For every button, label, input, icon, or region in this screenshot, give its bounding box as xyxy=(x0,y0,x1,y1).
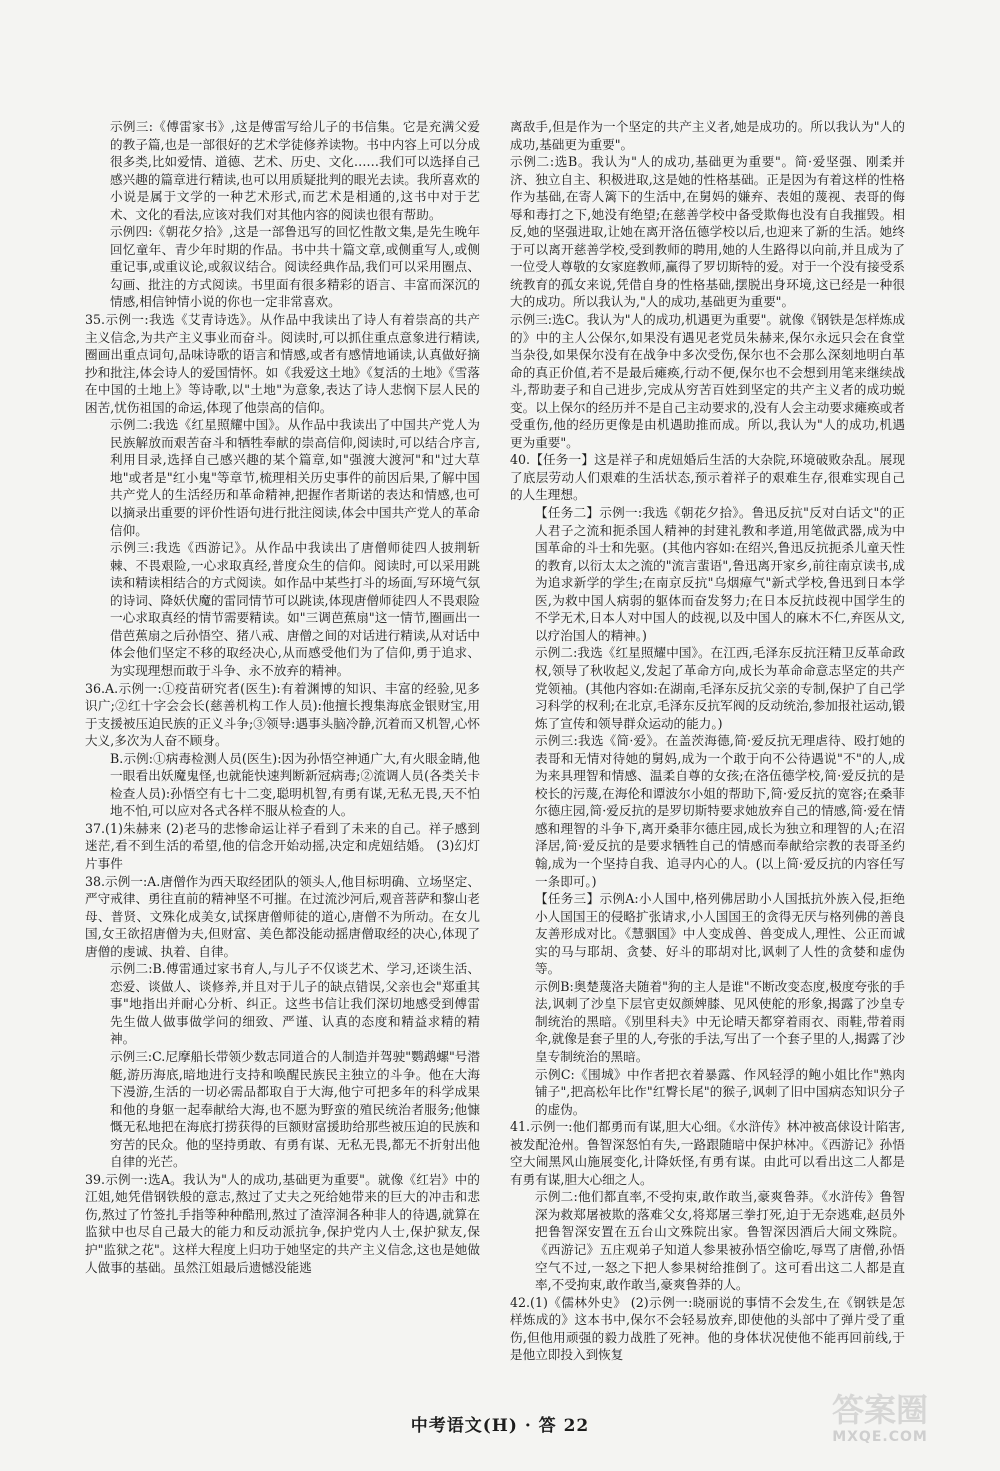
answer-35-example-1: 35.示例一:我选《艾青诗选》。从作品中我读出了诗人有着崇高的共产主义信念,为共产主义事业而奋斗。阅读时,可以抓住重点意象进行精读,圈画出重点词句,品味诗歌的语言和情感,或者有感情地诵读,认真做好摘抄和批注,体会诗人的爱国情怀。如《我爱这土地》《复活的土地》《雪落在中国的土地上》等诗歌,以"土地"为意象,表达了诗人悲悯下层人民的困苦,忧伤祖国的命运,体现了他崇高的信仰。 xyxy=(85,312,480,415)
answer-39-example-1-continued: 离敌手,但是作为一个坚定的共产主义者,她是成功的。所以我认为"人的成功,基础更为重要"。 xyxy=(510,119,905,152)
answer-39-example-3: 示例三:选C。我认为"人的成功,机遇更为重要"。就像《钢铁是怎样炼成的》中的主人公保尔,如果没有遇见老党员朱赫来,保尔永远只会在食堂当杂役,如果保尔没有在战争中多次受伤,保尔也不会那么深刻地明白革命的真正价值,若不是最后瘫痪,行动不便,保尔也不会想到用笔来继续战斗,帮助妻子和自己进步,完成从穷苦百姓到坚定的共产主义者的成功蜕变。以上保尔的经历并不是自己主动要求的,没有人会主动要求瘫痪或者受重伤,他的经历更像是由机遇助推而成。所以,我认为"人的成功,机遇更为重要"。 xyxy=(510,312,905,450)
answer-40-task-3-example-a: 【任务三】示例A:小人国中,格列佛居助小人国抵抗外族入侵,拒绝小人国国王的侵略扩张请求,小人国国王的贪得无厌与格列佛的善良友善形成对比。《慧骃国》中人变成兽、兽变成人,理性、公正而诚实的马与耶胡、贪婪、好斗的耶胡对比,讽刺了人性的贪婪和虚伪等。 xyxy=(535,891,905,977)
answer-39-example-1: 39.示例一:选A。我认为"人的成功,基础更为重要"。就像《红岩》中的江姐,她凭借钢铁般的意志,熬过了丈夫之死给她带来的巨大的冲击和悲伤,熬过了竹签扎手指等种种酷刑,熬过了渣滓洞各种非人的待遇,就算在监狱中也尽自己最大的能力和反动派抗争,保护党内人士,保护狱友,保护"监狱之花"。这样大程度上归功于她坚定的共产主义信念,这也是她做人做事的基础。虽然江姐最后遗憾没能逃 xyxy=(85,1171,480,1275)
answer-34-example-3: 示例三:《傅雷家书》,这是傅雷写给儿子的书信集。它是充满父爱的教子篇,也是一部很好的艺术学徒修养读物。书中内容上可以分成很多类,比如爱情、道德、艺术、历史、文化……我们可以选择自己感兴趣的篇章进行精读,也可以用质疑批判的眼光去读。我所喜欢的小说是属于文学的一种艺术形式,而艺术是相通的,这书中对于艺术、文化的看法,应该对我们对其他内容的阅读也很有帮助。 xyxy=(110,119,480,222)
answer-38-example-3: 示例三:C.尼摩船长带领少数志同道合的人制造并驾驶"鹦鹉螺"号潜艇,游历海底,暗地进行支持和唤醒民族民主独立的斗争。他在大海下漫游,生活的一切必需品都取自于大海,他宁可把多年的科学成果和他的身躯一起奉献给大海,也不愿为野蛮的殖民统治者服务;他慷慨无私地把在海底打捞获得的巨额财富援助给那些被压迫的民族和穷苦的民众。他的坚持勇敢、有勇有谋、无私无畏,都无不折射出他自律的光芒。 xyxy=(110,1048,480,1170)
answer-38-example-2: 示例二:B.傅雷通过家书育人,与儿子不仅谈艺术、学习,还谈生活、恋爱、谈做人、谈修养,并且对于儿子的缺点错误,父亲也会"郑重其事"地指出并耐心分析、纠正。这些书信让我们深切地感受到傅雷先生做人做事做学问的细致、严谨、认真的态度和精益求精的精神。 xyxy=(110,961,480,1047)
answer-40-task-3-example-c: 示例C:《围城》中作者把衣着暴露、作风轻浮的鲍小姐比作"熟肉铺子",把高松年比作"红臀长尾"的猴子,讽刺了旧中国病态知识分子的虚伪。 xyxy=(535,1066,905,1117)
answer-36-a: 36.A.示例一:①疫苗研究者(医生):有着渊博的知识、丰富的经验,见多识广;②红十字会会长(慈善机构工作人员):他擅长搜集海底金银财宝,用于支援被压迫民族的正义斗争;③领导:遇事头脑冷静,沉着而又机智,心怀大义,多次为人奋不顾身。 xyxy=(85,680,480,749)
footer-page-number: 22 xyxy=(563,1416,590,1436)
watermark-logo: 答案圈 xyxy=(831,1391,928,1429)
footer-separator: · xyxy=(524,1416,532,1436)
right-column xyxy=(510,118,905,1398)
answer-42: 42.(1)《儒林外史》 (2)示例一:晓丽说的事情不会发生,在《钢铁是怎样炼成的》这本书中,保尔不会轻易放弃,即使他的头部中了弹片受了重伤,但他用顽强的毅力战胜了死神。他的身体状况使他不能再回前线,于是他立即投入到恢复 xyxy=(510,1294,905,1363)
answer-36-b: B.示例:①病毒检测人员(医生):因为孙悟空神通广大,有火眼金睛,他一眼看出妖魔鬼怪,也就能快速判断新冠病毒;②流调人员(各类关卡检查人员):孙悟空有七十二变,聪明机智,有勇有谋,无私无畏,天不怕地不怕,可以应对各式各样不服从检查的人。 xyxy=(110,750,480,819)
watermark-site: MXQE.COM xyxy=(832,1429,928,1445)
footer-label: 答 xyxy=(538,1416,557,1436)
site-watermark xyxy=(790,1391,970,1451)
answer-35-example-2: 示例二:我选《红星照耀中国》。从作品中我读出了中国共产党人为民族解放而艰苦奋斗和牺牲奉献的崇高信仰,阅读时,可以结合序言,利用目录,选择自己感兴趣的某个篇章,如"强渡大渡河"和"过大草地"或者是"红小鬼"等章节,梳理相关历史事件的前因后果,了解中国共产党人的生活经历和革命精神,把握作者斯诺的表达和情感,也可以摘录出重要的评价性语句进行批注阅读,体会中国共产党人的革命信仰。 xyxy=(110,417,480,538)
answer-39-example-2: 示例二:选B。我认为"人的成功,基础更为重要"。简·爱坚强、刚柔并济、独立自主、积极进取,这是她的性格基础。正是因为有着这样的性格作为基础,在寄人篱下的生活中,在舅妈的嫌弃、表姐的蔑视、表哥的侮辱和毒打之下,她没有绝望;在慈善学校中备受欺侮也没有自我摧毁。相反,她的坚强进取,让她在离开洛伍德学校以后,也迎来了新的生活。她终于可以离开慈善学校,受到教师的聘用,她的人生路得以向前,并且成为了一位受人尊敬的女家庭教师,赢得了罗切斯特的爱。对于一个没有接受系统教育的孤女来说,凭借自身的性格基础,摆脱出身环境,这已经是一种很大的成功。所以我认为,"人的成功,基础更为重要"。 xyxy=(510,154,905,310)
answer-35-example-3: 示例三:我选《西游记》。从作品中我读出了唐僧师徒四人披荆斩棘、不畏艰险,一心求取真经,普度众生的信仰。阅读时,可以采用跳读和精读相结合的方式阅读。如作品中某些打斗的场面,写环境气氛的诗词、降妖伏魔的雷同情节可以跳读,体现唐僧师徒四人不畏艰险一心求取真经的情节需要精读。如"三调芭蕉扇"这一情节,圈画出一借芭蕉扇之后孙悟空、猪八戒、唐僧之间的对话进行精读,从对话中体会他们坚定不移的取经决心,从而感受他们为了信仰,勇于追求、为实现理想而敢于斗争、永不放弃的精神。 xyxy=(110,540,480,678)
answer-40-task-3-example-b: 示例B:奥楚蔑洛夫随着"狗的主人是谁"不断改变态度,极度夸张的手法,讽刺了沙皇下层官吏奴颜婢膝、见风使舵的形象,揭露了沙皇专制统治的黑暗。《别里科夫》中无论晴天都穿着雨衣、雨鞋,带着雨伞,就像是套子里的人,夸张的手法,写出了一个套子里的人,揭露了沙皇专制统治的黑暗。 xyxy=(535,978,905,1064)
footer-subject: 中考语文(H) xyxy=(410,1416,518,1436)
left-column xyxy=(85,118,480,1398)
answer-40-task-1: 40.【任务一】这是祥子和虎妞婚后生活的大杂院,环境破败杂乱。展现了底层劳动人们艰难的生活状态,预示着祥子的艰难生存,很难实现自己的人生理想。 xyxy=(510,452,905,503)
answer-34-example-4: 示例四:《朝花夕拾》,这是一部鲁迅写的回忆性散文集,是先生晚年回忆童年、青少年时期的作品。书中共十篇文章,或侧重写人,或侧重记事,或重议论,或叙议结合。阅读经典作品,我们可以采用圈点、勾画、批注的方式阅读。书里面有很多精彩的语言、丰富而深沉的情感,相信钟情小说的你也一定非常喜欢。 xyxy=(110,224,480,310)
answer-40-task-2-example-3: 示例三:我选《简·爱》。在盖茨海德,简·爱反抗无理虐待、殴打她的表哥和无情对待她的舅妈,成为一个敢于向不公待遇说"不"的人,成为来具理智和情感、温柔自尊的女孩;在洛伍德学校,简·爱反抗的是校长的污蔑,在海伦和谭波尔小姐的帮助下,简·爱反抗的宽容;在桑菲尔德庄园,简·爱反抗的是罗切斯特要求她放弃自己的情感,简·爱在情感和理智的斗争下,离开桑菲尔德庄园,成长为独立和理智的人;在沼泽居,简·爱反抗的是要求牺牲自己的情感而奉献给宗教的表哥圣约翰,成为一个坚持自我、追寻内心的人。(以上简·爱反抗的内容任写一条即可。) xyxy=(535,733,905,889)
answer-40-task-2-example-2: 示例二:我选《红星照耀中国》。在江西,毛泽东反抗汪精卫反革命政权,领导了秋收起义,发起了革命方向,成长为革命命意志坚定的共产党领袖。(其他内容如:在湖南,毛泽东反抗父亲的专制,保护了自己学习科学的权利;在北京,毛泽东反抗军阀的反动统治,参加报社运动,锻炼了宣传和领导群众运动的能力。) xyxy=(535,645,905,731)
answer-41-example-2: 示例二:他们都直率,不受拘束,敢作敢当,豪爽鲁莽。《水浒传》鲁智深为救郑屠被欺的落难父女,将郑屠三拳打死,迫于无奈逃难,赵员外把鲁智深安置在五台山文殊院出家。鲁智深因酒后大闹文殊院。《西游记》五庄观弟子知道人参果被孙悟空偷吃,辱骂了唐僧,孙悟空气不过,一怒之下把人参果树给推倒了。这可看出这二人都是直率,不受拘束,敢作敢当,豪爽鲁莽的人。 xyxy=(535,1189,905,1293)
answer-37: 37.(1)朱赫来 (2)老马的悲惨命运让祥子看到了未来的自己。祥子感到迷茫,看不到生活的希望,他的信念开始动摇,决定和虎妞结婚。 (3)幻灯片事件 xyxy=(85,820,480,871)
answer-40-task-2-example-1: 【任务二】示例一:我选《朝花夕拾》。鲁迅反抗"反对白话文"的正人君子之流和扼杀国人精神的封建礼教和孝道,用笔做武器,成为中国革命的斗士和先驱。(其他内容如:在绍兴,鲁迅反抗扼杀儿童天性的教育,以衍太太之流的"流言蜚语",鲁迅离开家乡,前往南京读书,成为追求新学的学生;在南京反抗"乌烟瘴气"新式学校,鲁迅到日本学医,为救中国人病弱的躯体而奋发努力;在日本反抗歧视中国学生的不学无术,日本人对中国人的歧视,以及中国人的麻木不仁,弃医从文,以疗治国人的精神。) xyxy=(535,505,905,643)
answer-41-example-1: 41.示例一:他们都勇而有谋,胆大心细。《水浒传》林冲被高俅设计陷害,被发配沧州。鲁智深怒怕有失,一路跟随暗中保护林冲。《西游记》孙悟空大闹黑风山施展变化,计降妖怪,有勇有谋。由此可以看出这二人都是有勇有谋,胆大心细之人。 xyxy=(510,1119,905,1187)
answer-38-example-1: 38.示例一:A.唐僧作为西天取经团队的领头人,他目标明确、立场坚定、严守戒律、勇往直前的精神坚不可摧。在过流沙河后,观音菩萨和黎山老母、普贤、文殊化成美女,试探唐僧师徒的道心,唐僧不为所动。在女儿国,女王欲招唐僧为夫,但财富、美色都没能动摇唐僧取经的决心,体现了唐僧的虔诚、执着、自律。 xyxy=(85,873,480,959)
